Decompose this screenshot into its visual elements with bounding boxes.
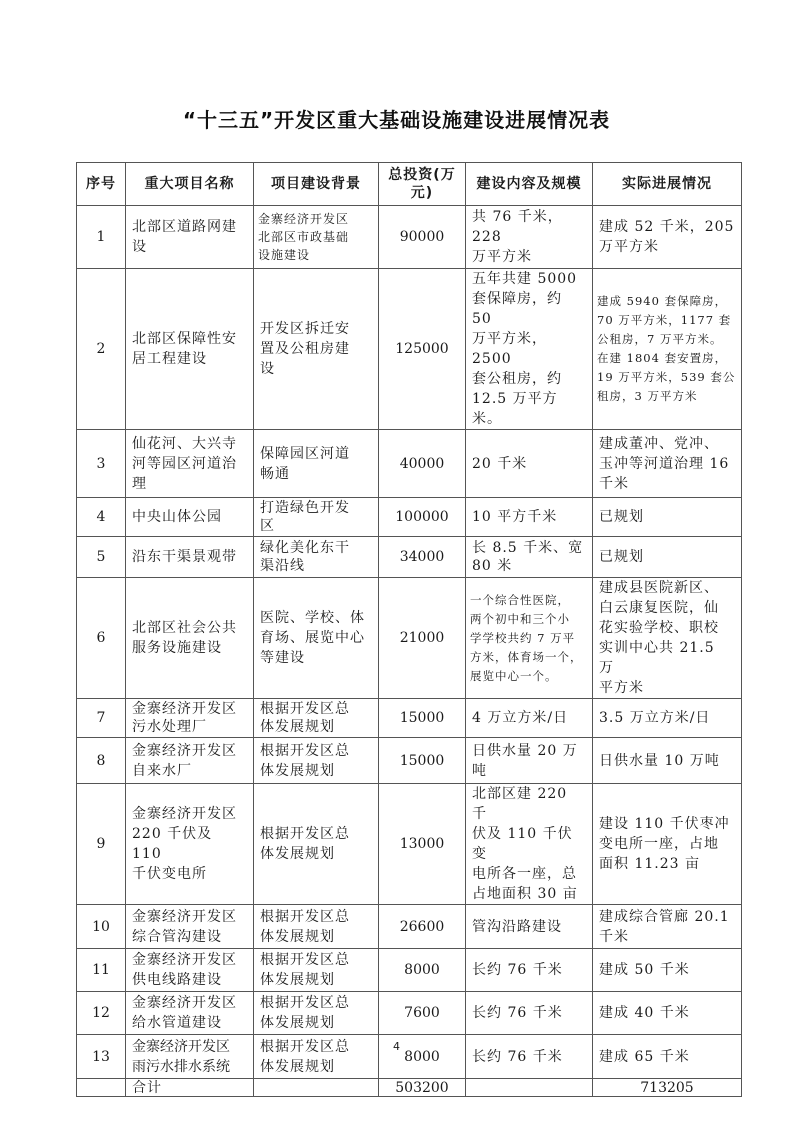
row-name: 北部区社会公共 服务设施建设 — [126, 578, 254, 699]
row-investment: 8000 — [379, 949, 466, 992]
row-content: 4 万立方米/日 — [466, 699, 593, 738]
row-investment: 26600 — [379, 905, 466, 949]
table-row — [77, 498, 742, 537]
row-investment: 8000 — [379, 1035, 466, 1079]
table-row — [77, 537, 742, 578]
header-investment: 总投资(万 元) — [379, 163, 466, 206]
total-no — [77, 1079, 126, 1097]
row-background: 保障园区河道 畅通 — [254, 430, 379, 498]
row-name: 仙花河、大兴寺 河等园区河道治 理 — [126, 430, 254, 498]
row-investment: 125000 — [379, 269, 466, 430]
table-row — [77, 699, 742, 738]
total-content — [466, 1079, 593, 1097]
row-no: 9 — [77, 784, 126, 905]
header-background: 项目建设背景 — [254, 163, 379, 206]
row-name: 中央山体公园 — [126, 498, 254, 537]
row-background: 开发区拆迁安 置及公租房建 设 — [254, 269, 379, 430]
total-background — [254, 1079, 379, 1097]
row-progress: 已规划 — [593, 537, 742, 578]
row-content: 日供水量 20 万 吨 — [466, 738, 593, 784]
row-no: 7 — [77, 699, 126, 738]
row-background: 根据开发区总 体发展规划 — [254, 784, 379, 905]
row-name: 金寨经济开发区 给水管道建设 — [126, 992, 254, 1035]
row-content: 长约 76 千米 — [466, 949, 593, 992]
row-investment: 34000 — [379, 537, 466, 578]
page-number: 4 — [393, 1040, 400, 1053]
row-content: 五年共建 5000 套保障房，约 50 万平方米，2500 套公租房，约 12.5 万平方米。 — [466, 269, 593, 430]
row-progress: 建设 110 千伏枣冲 变电所一座，占地 面积 11.23 亩 — [593, 784, 742, 905]
header-progress: 实际进展情况 — [593, 163, 742, 206]
row-background: 医院、学校、体 育场、展览中心 等建设 — [254, 578, 379, 699]
row-no: 4 — [77, 498, 126, 537]
row-background: 根据开发区总 体发展规划 — [254, 905, 379, 949]
total-investment: 503200 — [379, 1079, 466, 1097]
row-progress: 已规划 — [593, 498, 742, 537]
page-title: “十三五”开发区重大基础设施建设进展情况表 — [182, 108, 611, 132]
row-background: 根据开发区总 体发展规划 — [254, 949, 379, 992]
row-investment: 100000 — [379, 498, 466, 537]
row-investment: 15000 — [379, 699, 466, 738]
row-no: 8 — [77, 738, 126, 784]
row-investment: 90000 — [379, 206, 466, 269]
row-progress: 建成董冲、党冲、 玉冲等河道治理 16 千米 — [593, 430, 742, 498]
row-content: 长 8.5 千米、宽 80 米 — [466, 537, 593, 578]
table-row — [77, 949, 742, 992]
row-background: 金寨经济开发区 北部区市政基础 设施建设 — [254, 206, 379, 269]
row-background: 根据开发区总 体发展规划 — [254, 699, 379, 738]
table-row — [77, 992, 742, 1035]
row-no: 6 — [77, 578, 126, 699]
table-row — [77, 738, 742, 784]
row-investment: 40000 — [379, 430, 466, 498]
row-name: 金寨经济开发区 雨污水排水系统 — [126, 1035, 254, 1079]
infrastructure-progress-table — [76, 162, 742, 1097]
row-no: 5 — [77, 537, 126, 578]
row-content: 共 76 千米，228 万平方米 — [466, 206, 593, 269]
row-name: 金寨经济开发区 综合管沟建设 — [126, 905, 254, 949]
row-name: 金寨经济开发区 自来水厂 — [126, 738, 254, 784]
row-content: 北部区建 220 千 伏及 110 千伏变 电所各一座，总 占地面积 30 亩 — [466, 784, 593, 905]
row-no: 2 — [77, 269, 126, 430]
row-no: 10 — [77, 905, 126, 949]
row-progress: 建成综合管廊 20.1 千米 — [593, 905, 742, 949]
row-no: 3 — [77, 430, 126, 498]
header-name: 重大项目名称 — [126, 163, 254, 206]
row-background: 根据开发区总 体发展规划 — [254, 1035, 379, 1079]
row-name: 金寨经济开发区 220 千伏及 110 千伏变电所 — [126, 784, 254, 905]
row-progress: 建成 50 千米 — [593, 949, 742, 992]
row-background: 绿化美化东干 渠沿线 — [254, 537, 379, 578]
row-content: 一个综合性医院， 两个初中和三个小 学学校共约 7 万平 方米，体育场一个， 展览中心一个。 — [466, 578, 593, 699]
row-name: 金寨经济开发区 供电线路建设 — [126, 949, 254, 992]
table-row — [77, 905, 742, 949]
row-no: 11 — [77, 949, 126, 992]
row-background: 打造绿色开发 区 — [254, 498, 379, 537]
row-progress: 建成 5940 套保障房， 70 万平方米，1177 套 公租房，7 万平方米。 在建 1804 套安置房， 19 万平方米，539 套公 租房，3 万平方米 — [593, 269, 742, 430]
row-progress: 建成 52 千米，205 万平方米 — [593, 206, 742, 269]
row-background: 根据开发区总 体发展规划 — [254, 738, 379, 784]
row-progress: 日供水量 10 万吨 — [593, 738, 742, 784]
row-progress: 建成 65 千米 — [593, 1035, 742, 1079]
total-label: 合计 — [126, 1079, 254, 1097]
table-row — [77, 784, 742, 905]
row-content: 20 千米 — [466, 430, 593, 498]
table-row — [77, 206, 742, 269]
row-no: 1 — [77, 206, 126, 269]
row-content: 长约 76 千米 — [466, 1035, 593, 1079]
total-progress: 713205 — [593, 1079, 742, 1097]
row-content: 10 平方千米 — [466, 498, 593, 537]
row-progress: 建成县医院新区、 白云康复医院，仙 花实验学校、职校 实训中心共 21.5 万 平方米 — [593, 578, 742, 699]
header-no: 序号 — [77, 163, 126, 206]
row-investment: 7600 — [379, 992, 466, 1035]
row-progress: 3.5 万立方米/日 — [593, 699, 742, 738]
table-row — [77, 269, 742, 430]
row-progress: 建成 40 千米 — [593, 992, 742, 1035]
header-row — [77, 163, 742, 206]
row-investment: 13000 — [379, 784, 466, 905]
row-background: 根据开发区总 体发展规划 — [254, 992, 379, 1035]
row-investment: 21000 — [379, 578, 466, 699]
row-name: 北部区保障性安 居工程建设 — [126, 269, 254, 430]
row-investment: 15000 — [379, 738, 466, 784]
row-content: 长约 76 千米 — [466, 992, 593, 1035]
row-no: 13 — [77, 1035, 126, 1079]
header-content: 建设内容及规模 — [466, 163, 593, 206]
total-row — [77, 1079, 742, 1097]
table-row — [77, 578, 742, 699]
row-name: 金寨经济开发区 污水处理厂 — [126, 699, 254, 738]
row-name: 沿东干渠景观带 — [126, 537, 254, 578]
table-row — [77, 430, 742, 498]
row-name: 北部区道路网建 设 — [126, 206, 254, 269]
row-no: 12 — [77, 992, 126, 1035]
row-content: 管沟沿路建设 — [466, 905, 593, 949]
